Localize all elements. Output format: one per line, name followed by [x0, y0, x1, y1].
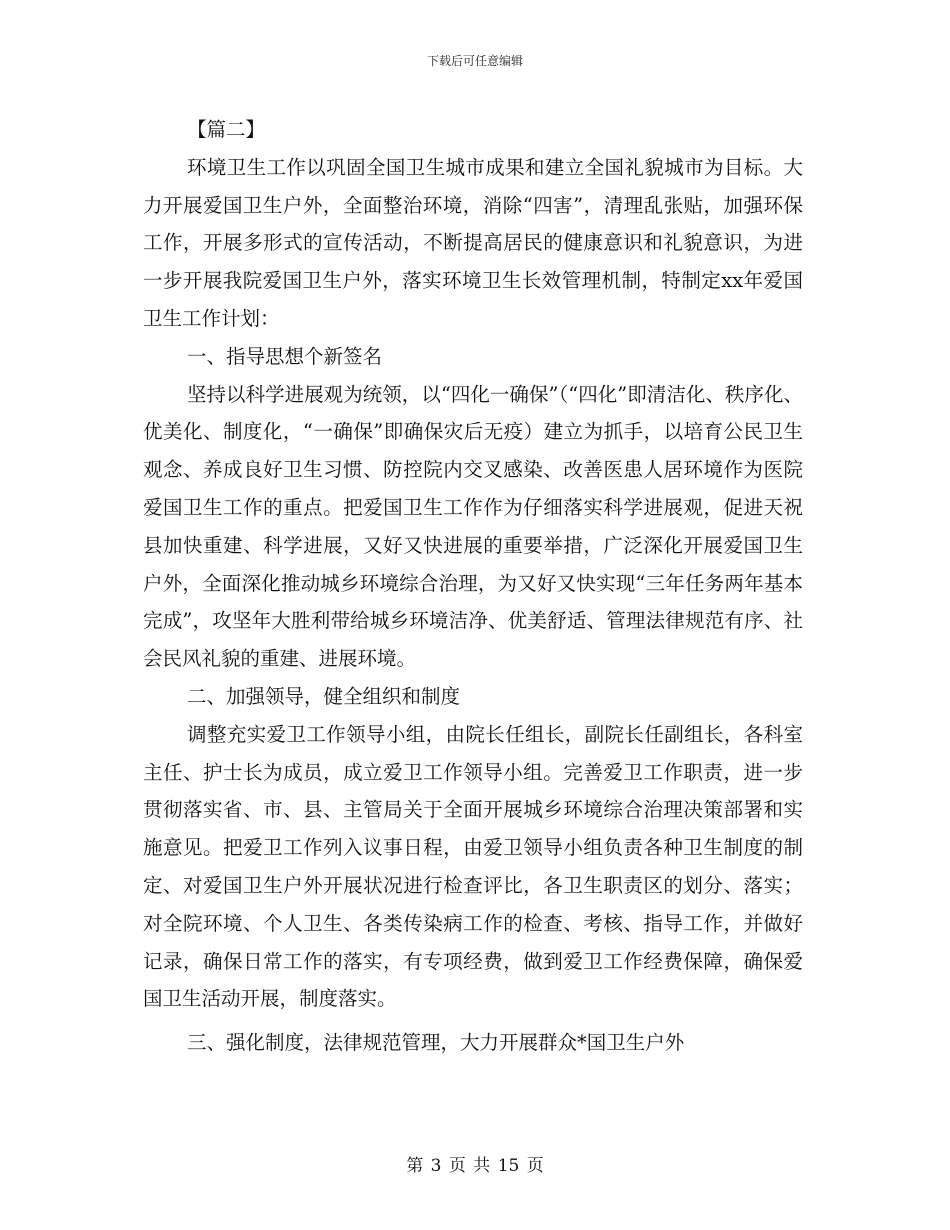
section-3-title: 三、强化制度，法律规范管理，大力开展群众*国卫生户外	[187, 1031, 685, 1055]
intro-paragraph: 环境卫生工作以巩固全国卫生城市成果和建立全国礼貌城市为目标。大力开展爱国卫生户外，全面整治环境，消除“四害”，清理乱张贴，加强环保工作，开展多形式的宣传活动，不断提高居民的健康意识和礼貌意识，为进一步开展我院爱国卫生户外，落实环境卫生长效管理机制，特制定xx年爱国卫生工作计划：	[143, 155, 803, 330]
page-footer: 第 3 页 共 15 页	[406, 1156, 544, 1176]
section-2-title: 二、加强领导，健全组织和制度	[187, 684, 461, 708]
section-1-body: 坚持以科学进展观为统领，以“四化一确保”（“四化”即清洁化、秩序化、优美化、制度化，“一确保”即确保灾后无疫）建立为抓手，以培育公民卫生观念、养成良好卫生习惯、防控院内交叉感染、改善医患人居环境作为医院爱国卫生工作的重点。把爱国卫生工作作为仔细落实科学进展观，促进天祝县加快重建、科学进展，又好又快进展的重要举措，广泛深化开展爱国卫生户外，全面深化推动城乡环境综合治理，为又好又快实现“三年任务两年基本完成”，攻坚年大胜利带给城乡环境洁净、优美舒适、管理法律规范有序、社会民风礼貌的重建、进展环境。	[143, 382, 803, 671]
section-heading: 【篇二】	[187, 118, 266, 141]
page-header: 下载后可任意编辑	[426, 54, 523, 68]
document-body	[143, 111, 803, 1062]
section-2-body: 调整充实爱卫工作领导小组，由院长任组长，副院长任副组长，各科室主任、护士长为成员，成立爱卫工作领导小组。完善爱卫工作职责，进一步贯彻落实省、市、县、主管局关于全面开展城乡环境综合治理决策部署和实施意见。把爱卫工作列入议事日程，由爱卫领导小组负责各种卫生制度的制定、对爱国卫生户外开展状况进行检查评比，各卫生职责区的划分、落实；对全院环境、个人卫生、各类传染病工作的检查、考核、指导工作，并做好记录，确保日常工作的落实，有专项经费，做到爱卫工作经费保障，确保爱国卫生活动开展，制度落实。	[143, 722, 803, 1011]
section-1-title: 一、指导思想个新签名	[187, 344, 383, 368]
